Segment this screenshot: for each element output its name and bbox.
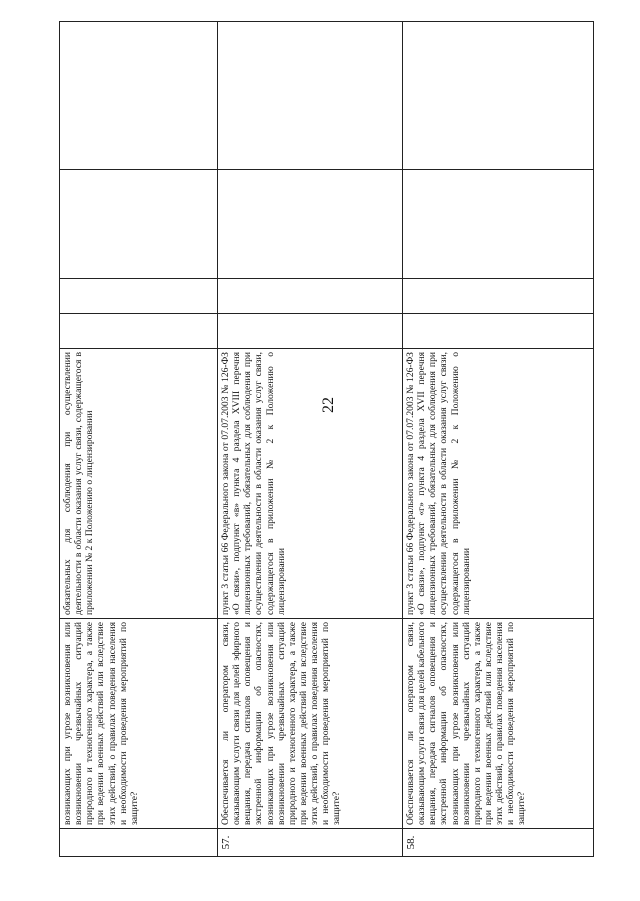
row-number: 58. bbox=[403, 829, 594, 857]
reference-cell: обязательных для соблюдения при осуществлении деятельности в области оказания услуг связи, содержащегося в приложении № 2 к Положению о лицензировании bbox=[60, 349, 218, 619]
answer-na-cell bbox=[403, 170, 594, 279]
reference-cell: пункт 3 статьи 66 Федерального закона от 07.07.2003 № 126-ФЗ «О связи», подпункт «в» пункта 4 раздела XVIII перечня лицензионных требований, обязательных для соблюдения при осуществлении деятельности в области оказания услуг связи, содержащегося в приложении № 2 к Положению о лицензировании bbox=[218, 349, 403, 619]
answer-na-cell bbox=[218, 170, 403, 279]
page-number: 22 bbox=[320, 397, 337, 413]
answer-yes-cell bbox=[218, 314, 403, 349]
question-cell: Обеспечивается ли оператором связи, оказывающим услуги связи для целей эфирного вещания, передача сигналов оповещения и экстренной информации об опасностях, возникающих при угрозе возникновения или возникновении чрезвычайных ситуаций природного и техногенного характера, а также при ведении военных действий или вследствие этих действий, о правилах поведения населения и необходимости проведения мероприятий по защите? bbox=[218, 619, 403, 829]
answer-na-cell bbox=[60, 170, 218, 279]
note-cell bbox=[60, 22, 218, 170]
row-number bbox=[60, 829, 218, 857]
answer-yes-cell bbox=[60, 314, 218, 349]
question-cell: возникающих при угрозе возникновения или возникновении чрезвычайных ситуаций природного и техногенного характера, а также при ведении военных действий или вследствие этих действий, о правилах поведения населения и необходимости проведения мероприятий по защите? bbox=[60, 619, 218, 829]
question-cell: Обеспечивается ли оператором связи, оказывающим услуги связи для целей кабельного вещания, передача сигналов оповещения и экстренной информации об опасностях, возникающих при угрозе возникновения или возникновении чрезвычайных ситуаций природного и техногенного характера, а также при ведении военных действий или вследствие этих действий, о правилах поведения населения и необходимости проведения мероприятий по защите? bbox=[403, 619, 594, 829]
checklist-table bbox=[59, 21, 594, 857]
checklist-table-rotated bbox=[59, 22, 593, 857]
table-row bbox=[218, 22, 403, 857]
table-row bbox=[403, 22, 594, 857]
answer-no-cell bbox=[403, 279, 594, 314]
reference-cell: пункт 3 статьи 66 Федерального закона от 07.07.2003 № 126-ФЗ «О связи», подпункт «г» пункта 4 раздела XVII перечня лицензионных требований, обязательных для соблюдения при осуществлении деятельности в области оказания услуг связи, содержащегося в приложении № 2 к Положению о лицензировании bbox=[403, 349, 594, 619]
table-row bbox=[60, 22, 218, 857]
note-cell bbox=[403, 22, 594, 170]
answer-no-cell bbox=[218, 279, 403, 314]
answer-yes-cell bbox=[403, 314, 594, 349]
note-cell bbox=[218, 22, 403, 170]
answer-no-cell bbox=[60, 279, 218, 314]
row-number: 57. bbox=[218, 829, 403, 857]
